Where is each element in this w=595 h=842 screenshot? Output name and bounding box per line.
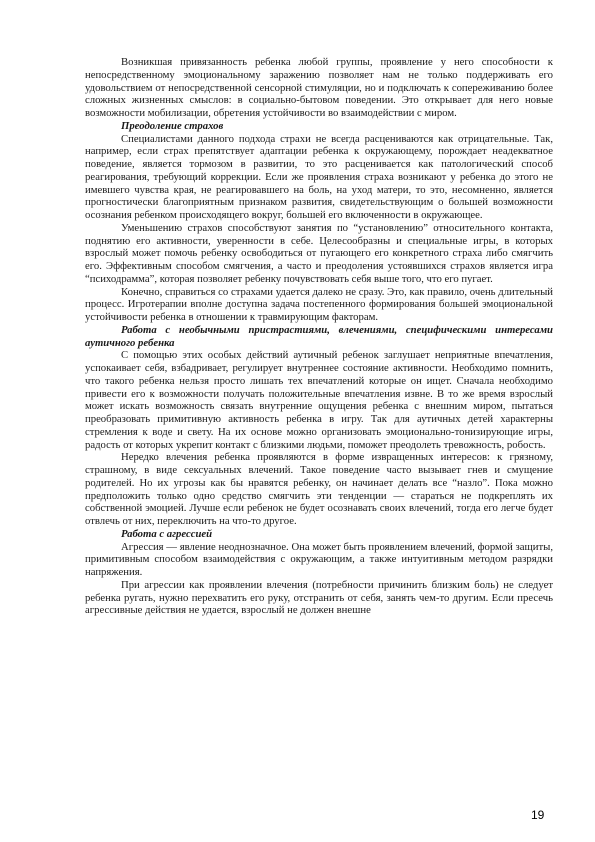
paragraph: При агрессии как проявлении влечения (потребности причинить близким боль) не следует ребенка ругать, нужно перехватить его руку, отстранить от себя, занять чем-то другим. Если пресечь агрессивные действия не удается, взрослый не должен внешне — [85, 578, 553, 617]
section-heading: Работа с агрессией — [121, 527, 213, 540]
paragraph: Возникшая привязанность ребенка любой группы, проявление у него способности к непосредственному эмоциональному заражению позволяет нам не только поддерживать его удовольствием от непосредственной сенсорной стимуляции, но и подключать к сопереживанию более сложных жизненных смыслов: в социально-бытовом поведении. Это открывает для него новые возможности мобилизации, обретения устойчивости во взаимодействии с миром. — [85, 56, 553, 119]
paragraph: С помощью этих особых действий аутичный ребенок заглушает неприятные впечатления, успокаивает себя, взбадривает, регулирует внутреннее состояние активности. Необходимо помнить, что такого ребенка нельзя просто лишать тех впечатлений которые он ищет. Сначала необходимо привести его к возможности получать положительные впечатления извне. В то же время взрослый может искать возможность связать внутренние ощущения ребенка с внешним миром, пытаться преобразовать примитивную активность ребенка в игру. Так для аутичных детей характерны стремления к воде и свету. На их основе можно организовать эмоционально-тонизирующие игры, радость от которых укрепит контакт с близкими людьми, поможет преодолеть тревожность, робость. — [85, 349, 553, 451]
section-heading: Преодоление страхов — [121, 119, 224, 132]
paragraph: Агрессия — явление неоднозначное. Она может быть проявлением влечений, формой защиты, примитивным способом взаимодействия с окружающим, а также интуитивным методом разрядки напряжения. — [85, 540, 553, 578]
document-body — [85, 56, 553, 617]
paragraph: Нередко влечения ребенка проявляются в форме извращенных интересов: к грязному, страшному, в виде сексуальных влечений. Такое поведение часто вызывает гнев и смущение родителей. Но их угрозы как бы нравятся ребенку, он начинает делать все “назло”. Пока можно предположить только одно средство смягчить эти тенденции — стараться не подкреплять их собственной эмоцией. Лучше если ребенок не будет осознавать своих влечений, тогда его легче будет отвлечь от них, переключить на что-то другое. — [85, 451, 553, 527]
paragraph: Конечно, справиться со страхами удается далеко не сразу. Это, как правило, очень длительный процесс. Игротерапии вполне доступна задача постепенного формирования большей эмоциональной устойчивости ребенка в отношении к травмирующим факторам. — [85, 285, 553, 323]
paragraph: Специалистами данного подхода страхи не всегда расцениваются как отрицательные. Так, например, если страх препятствует адаптации ребенка к окружающему, порождает неадекватное поведение, является тормозом в развитии, то это расценивается как патологический способ реагирования, требующий коррекции. Если же проявления страха возникают у ребенка до этого не имевшего чувства края, не реагировавшего на боль, на уход матери, то это, несомненно, является прогностически благоприятным признаком развития, свидетельствующим о большей возможности осознания ребенком происходящего вокруг, большей его включенности в окружающее. — [85, 132, 553, 221]
paragraph: Уменьшению страхов способствуют занятия по “установлению” относительного контакта, поднятию его активности, уверенности в себе. Целесообразны и специальные игры, в которых взрослый может помочь ребенку освободиться от пугающего его конкретного страха либо смягчить его. Эффективным способом смягчения, а часто и преодоления устоявшихся страхов является игра “психодрамма”, которая позволяет ребенку почувствовать себя выше того, что его пугает. — [85, 221, 553, 285]
section-heading: Работа с необычными пристрастиями, влечениями, специфическими интересами аутичного ребенка — [85, 323, 553, 349]
page-number: 19 — [531, 808, 545, 822]
